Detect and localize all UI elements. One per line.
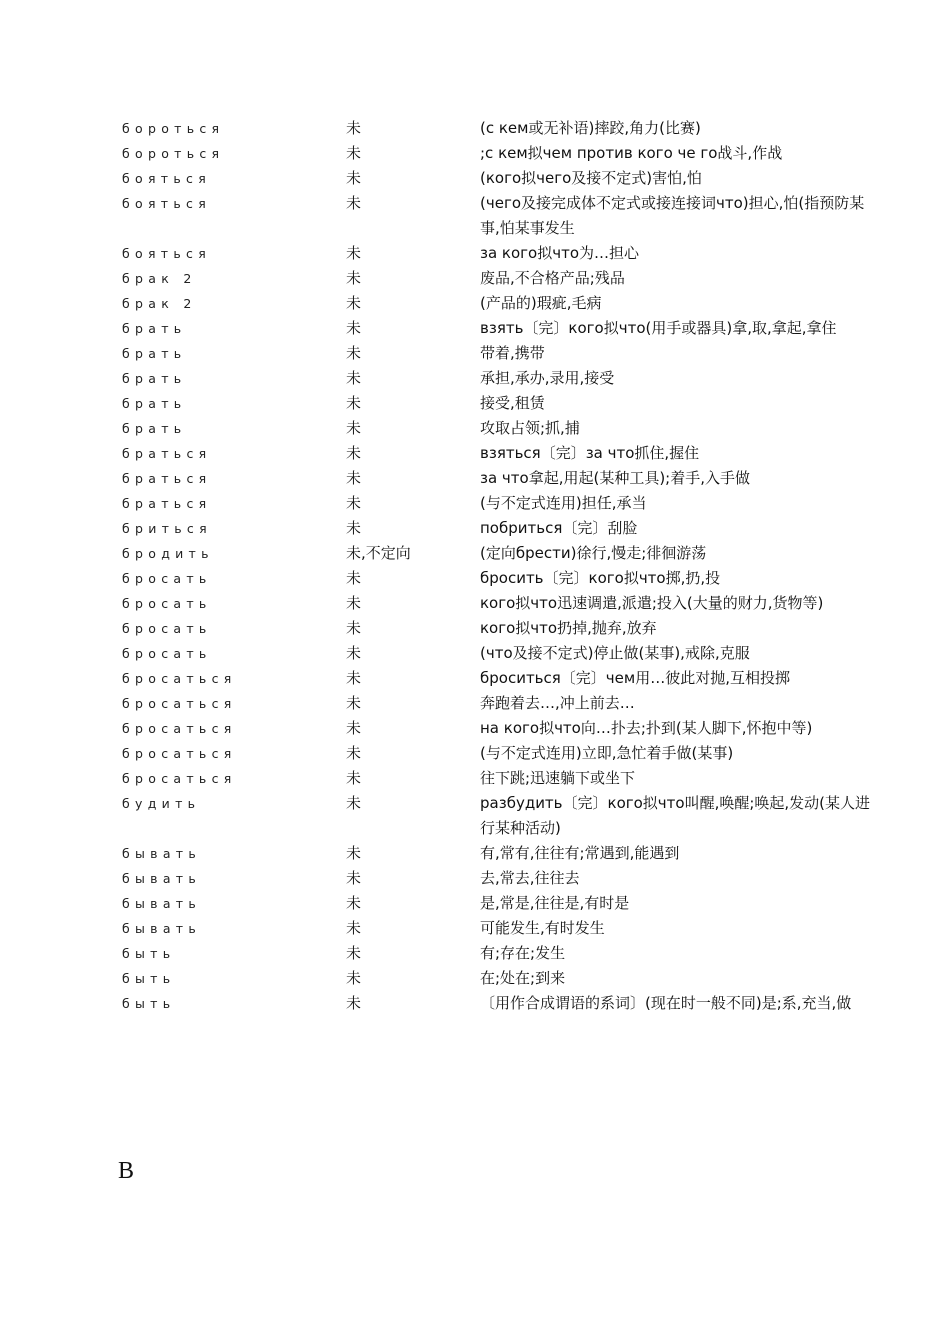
dictionary-entry — [122, 116, 882, 141]
entry-word: бродить — [122, 546, 214, 561]
dictionary-entry — [122, 666, 882, 691]
entry-aspect: 未 — [346, 644, 362, 662]
dictionary-entry — [122, 866, 882, 891]
dictionary-entry — [122, 166, 882, 191]
entry-aspect: 未 — [346, 244, 362, 262]
entry-definition: 在;处在;到来 — [480, 969, 566, 987]
entry-word: брать — [122, 421, 187, 436]
entry-definition: (кого拟чего及接不定式)害怕,怕 — [480, 169, 702, 187]
entry-word: бросать — [122, 646, 212, 661]
entry-aspect: 未 — [346, 594, 362, 612]
entry-word: браться — [122, 446, 212, 461]
entry-word: бороться — [122, 146, 225, 161]
entry-definition: за что拿起,用起(某种工具);着手,入手做 — [480, 469, 751, 487]
entry-word: бросаться — [122, 671, 237, 686]
entry-aspect: 未 — [346, 294, 362, 312]
entry-definition: (产品的)瑕疵,毛病 — [480, 294, 602, 312]
dictionary-entry — [122, 791, 882, 841]
entry-word: бросаться — [122, 696, 237, 711]
entry-word: бросать — [122, 621, 212, 636]
entry-aspect: 未,不定向 — [346, 544, 411, 562]
entry-word: будить — [122, 796, 201, 811]
dictionary-entry — [122, 716, 882, 741]
entry-definition: ;с кем拟чем против кого че го战斗,作战 — [480, 144, 783, 162]
dictionary-entry — [122, 641, 882, 666]
entry-word: бывать — [122, 921, 202, 936]
entry-aspect: 未 — [346, 744, 362, 762]
entry-definition: 承担,承办,录用,接受 — [480, 369, 615, 387]
entry-definition: бросить〔完〕кого拟что掷,扔,投 — [480, 569, 721, 587]
entry-definition: 有;存在;发生 — [480, 944, 566, 962]
entry-definition: на кого拟что向…扑去;扑到(某人脚下,怀抱中等) — [480, 719, 813, 737]
entry-word: бороться — [122, 121, 225, 136]
entry-definition: (что及接不定式)停止做(某事),戒除,克服 — [480, 644, 750, 662]
dictionary-entry — [122, 316, 882, 341]
entry-word: бывать — [122, 871, 202, 886]
dictionary-entry — [122, 891, 882, 916]
dictionary-entry — [122, 366, 882, 391]
dictionary-entry — [122, 291, 882, 316]
dictionary-entry — [122, 466, 882, 491]
entry-definition: броситься〔完〕чем用…彼此对抛,互相投掷 — [480, 669, 790, 687]
dictionary-entry — [122, 566, 882, 591]
dictionary-entry — [122, 391, 882, 416]
entry-aspect: 未 — [346, 494, 362, 512]
entry-aspect: 未 — [346, 394, 362, 412]
dictionary-entry — [122, 416, 882, 441]
entry-aspect: 未 — [346, 369, 362, 387]
entry-word: бывать — [122, 896, 202, 911]
entry-aspect: 未 — [346, 269, 362, 287]
dictionary-entry — [122, 441, 882, 466]
entry-aspect: 未 — [346, 169, 362, 187]
entry-aspect: 未 — [346, 569, 362, 587]
entry-word: брать — [122, 321, 187, 336]
entry-aspect: 未 — [346, 969, 362, 987]
entry-definition: кого拟что扔掉,抛弃,放弃 — [480, 619, 657, 637]
entry-definition: разбудить〔完〕кого拟что叫醒,唤醒;唤起,发动(某人进行某种活动) — [480, 794, 871, 837]
entry-word: бриться — [122, 521, 212, 536]
entry-aspect: 未 — [346, 194, 362, 212]
entry-aspect: 未 — [346, 844, 362, 862]
entry-word: быть — [122, 971, 176, 986]
entry-definition: взять〔完〕кого拟что(用手或器具)拿,取,拿起,拿住 — [480, 319, 837, 337]
dictionary-entry — [122, 616, 882, 641]
entry-definition: 〔用作合成谓语的系词〕(现在时一般不同)是;系,充当,做 — [480, 994, 852, 1012]
dictionary-entry — [122, 691, 882, 716]
entry-word: бывать — [122, 846, 202, 861]
entry-definition: взяться〔完〕за что抓住,握住 — [480, 444, 700, 462]
entry-aspect: 未 — [346, 444, 362, 462]
entry-word: бросаться — [122, 746, 237, 761]
entry-word: бросать — [122, 571, 212, 586]
entry-aspect: 未 — [346, 619, 362, 637]
dictionary-entry — [122, 516, 882, 541]
entry-definition: 废品,不合格产品;残品 — [480, 269, 625, 287]
dictionary-entry — [122, 191, 882, 241]
dictionary-entry — [122, 341, 882, 366]
entry-aspect: 未 — [346, 344, 362, 362]
entry-aspect: 未 — [346, 719, 362, 737]
entry-definition: 攻取占领;抓,捕 — [480, 419, 580, 437]
entry-word: браться — [122, 471, 212, 486]
entry-word: брать — [122, 346, 187, 361]
dictionary-entry — [122, 841, 882, 866]
entry-aspect: 未 — [346, 419, 362, 437]
entry-definition: за кого拟что为…担心 — [480, 244, 640, 262]
entry-definition: (与不定式连用)担任,承当 — [480, 494, 647, 512]
entry-word: бросаться — [122, 771, 237, 786]
entry-aspect: 未 — [346, 994, 362, 1012]
entry-word: брак 2 — [122, 271, 197, 286]
entry-word: быть — [122, 946, 176, 961]
section-letter: B — [118, 1158, 135, 1184]
entry-word: бояться — [122, 246, 212, 261]
entry-definition: 去,常去,往往去 — [480, 869, 580, 887]
entry-aspect: 未 — [346, 519, 362, 537]
entry-word: быть — [122, 996, 176, 1011]
entry-definition: 有,常有,往往有;常遇到,能遇到 — [480, 844, 680, 862]
entry-aspect: 未 — [346, 694, 362, 712]
entry-definition: (定向брести)徐行,慢走;徘徊游荡 — [480, 544, 707, 562]
entry-word: брать — [122, 396, 187, 411]
entry-aspect: 未 — [346, 919, 362, 937]
dictionary-entry — [122, 591, 882, 616]
entry-word: бросаться — [122, 721, 237, 736]
entry-aspect: 未 — [346, 469, 362, 487]
entry-word: браться — [122, 496, 212, 511]
entry-definition: (чего及接完成体不定式或接连接词что)担心,怕(指预防某事,怕某事发生 — [480, 194, 865, 237]
entry-aspect: 未 — [346, 794, 362, 812]
entry-aspect: 未 — [346, 869, 362, 887]
entry-aspect: 未 — [346, 319, 362, 337]
dictionary-entry — [122, 491, 882, 516]
dictionary-entry — [122, 991, 882, 1016]
entry-word: бросать — [122, 596, 212, 611]
entry-definition: побриться〔完〕刮脸 — [480, 519, 638, 537]
entry-word: бояться — [122, 171, 212, 186]
entry-definition: 是,常是,往往是,有时是 — [480, 894, 630, 912]
entry-definition: (с кем或无补语)摔跤,角力(比赛) — [480, 119, 701, 137]
entry-definition: 接受,租赁 — [480, 394, 545, 412]
entry-definition: 奔跑着去…,冲上前去… — [480, 694, 635, 712]
dictionary-entry — [122, 941, 882, 966]
entry-aspect: 未 — [346, 144, 362, 162]
entry-aspect: 未 — [346, 669, 362, 687]
dictionary-entry — [122, 966, 882, 991]
entry-definition: 可能发生,有时发生 — [480, 919, 605, 937]
dictionary-entry — [122, 141, 882, 166]
dictionary-entry — [122, 541, 882, 566]
entry-definition: 带着,携带 — [480, 344, 545, 362]
dictionary-entry — [122, 241, 882, 266]
dictionary-entry — [122, 916, 882, 941]
entry-aspect: 未 — [346, 944, 362, 962]
entry-aspect: 未 — [346, 119, 362, 137]
dictionary-entry — [122, 266, 882, 291]
entry-definition: (与不定式连用)立即,急忙着手做(某事) — [480, 744, 734, 762]
entry-list — [122, 116, 882, 1016]
entry-word: брать — [122, 371, 187, 386]
entry-definition: кого拟что迅速调遣,派遣;投入(大量的财力,货物等) — [480, 594, 824, 612]
entry-word: брак 2 — [122, 296, 197, 311]
entry-aspect: 未 — [346, 769, 362, 787]
entry-definition: 往下跳;迅速躺下或坐下 — [480, 769, 636, 787]
dictionary-entry — [122, 741, 882, 766]
entry-aspect: 未 — [346, 894, 362, 912]
dictionary-entry — [122, 766, 882, 791]
entry-word: бояться — [122, 196, 212, 211]
